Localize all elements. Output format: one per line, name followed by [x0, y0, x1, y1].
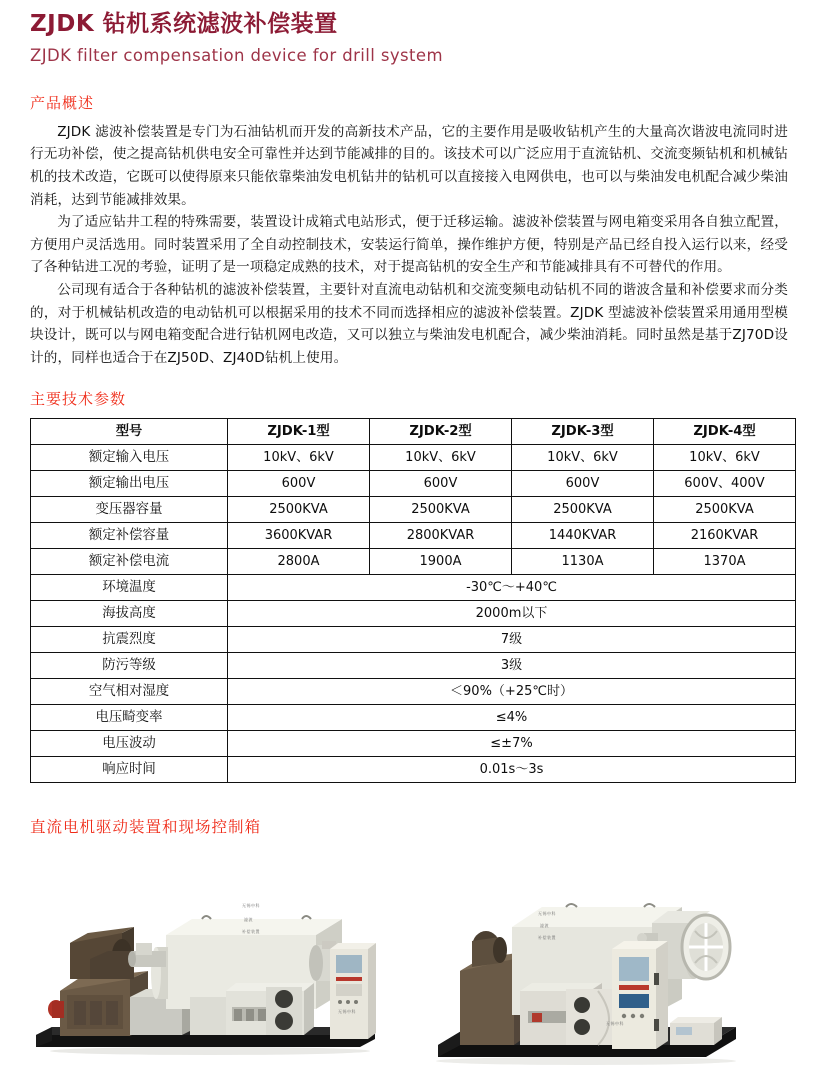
- overview-paragraphs: [30, 121, 788, 370]
- table-cell: 3600KVAR: [228, 523, 370, 549]
- table-cell: 600V: [370, 471, 512, 497]
- section-heading-photos: 直流电机驱动装置和现场控制箱: [30, 818, 262, 837]
- overview-paragraph-3: 公司现有适合于各种钻机的滤波补偿装置，主要针对直流电动钻机和交流变频电动钻机不同的谐波含量和补偿要求而分类的，对于机械钻机改造的电动钻机可以根据采用的技术不同而选择相应的滤波补偿装置。ZJDK 型滤波补偿装置采用通用型模块设计，既可以与网电箱变配合进行钻机网电改造，又可以独立与柴油发电机配合，减少柴油消耗。同时虽然是基于ZJ70D设计的，同样也适合于在ZJ50D、ZJ40D钻机上使用。: [30, 282, 788, 366]
- table-cell: 2500KVA: [654, 497, 796, 523]
- page-title: ZJDK 钻机系统滤波补偿装置: [30, 11, 338, 37]
- photo-mark-line3: 补偿装置: [538, 935, 556, 941]
- table-cell: 600V: [512, 471, 654, 497]
- table-cell: 2160KVAR: [654, 523, 796, 549]
- table-cell: 10kV、6kV: [654, 445, 796, 471]
- photo-gallery: [30, 851, 788, 1083]
- table-cell: 1370A: [654, 549, 796, 575]
- table-header-cell-zjdk4: ZJDK-4型: [654, 419, 796, 445]
- table-header-cell-zjdk3: ZJDK-3型: [512, 419, 654, 445]
- table-row-label: 空气相对湿度: [31, 679, 228, 705]
- table-cell-merged: 2000m以下: [228, 601, 796, 627]
- table-row-label: 电压波动: [31, 731, 228, 757]
- table-header-cell-zjdk2: ZJDK-2型: [370, 419, 512, 445]
- table-cell-merged: -30℃～+40℃: [228, 575, 796, 601]
- table-row: [31, 497, 796, 523]
- table-cell: 600V、400V: [654, 471, 796, 497]
- specifications-table: [30, 418, 796, 783]
- photo-mark-line2: 滤波: [540, 923, 549, 929]
- photo-mark-brand: 无锡中科: [538, 911, 556, 917]
- page-subtitle: ZJDK filter compensation device for drill system: [30, 45, 443, 65]
- table-row-label: 电压畸变率: [31, 705, 228, 731]
- table-cell: 10kV、6kV: [370, 445, 512, 471]
- table-header: [31, 419, 796, 445]
- table-header-cell-zjdk1: ZJDK-1型: [228, 419, 370, 445]
- table-cell: 2500KVA: [228, 497, 370, 523]
- table-row-label: 额定补偿容量: [31, 523, 228, 549]
- table-row: [31, 731, 796, 757]
- table-row: [31, 757, 796, 783]
- table-row: [31, 523, 796, 549]
- table-cell: 1900A: [370, 549, 512, 575]
- table-body: [31, 445, 796, 783]
- overview-paragraph-1: ZJDK 滤波补偿装置是专门为石油钻机而开发的高新技术产品，它的主要作用是吸收钻机产生的大量高次谐波电流同时进行无功补偿，使之提高钻机供电安全可靠性并达到节能减排的目的。该技术可以广泛应用于直流钻机、交流变频钻机和机械钻机的技术改造，它既可以使得原来只能依靠柴油发电机钻井的钻机可以直接接入电网供电，也可以与柴油发电机配合减少柴油消耗，达到节能减排效果。: [30, 123, 788, 208]
- table-cell-merged: 7级: [228, 627, 796, 653]
- table-row-label: 额定输入电压: [31, 445, 228, 471]
- table-row-label: 环境温度: [31, 575, 228, 601]
- table-cell-merged: ≤±7%: [228, 731, 796, 757]
- table-cell: 1130A: [512, 549, 654, 575]
- table-row: [31, 627, 796, 653]
- table-row-label: 变压器容量: [31, 497, 228, 523]
- table-header-row: [31, 419, 796, 445]
- table-cell-merged: ＜90%（+25℃时）: [228, 679, 796, 705]
- table-cell: 10kV、6kV: [228, 445, 370, 471]
- table-row: [31, 679, 796, 705]
- table-header-cell-model: 型号: [31, 419, 228, 445]
- section-heading-overview: 产品概述: [30, 93, 95, 112]
- table-row: [31, 601, 796, 627]
- table-row-label: 抗震烈度: [31, 627, 228, 653]
- table-cell-merged: ≤4%: [228, 705, 796, 731]
- table-cell: 2800KVAR: [370, 523, 512, 549]
- table-cell: 1440KVAR: [512, 523, 654, 549]
- table-row: [31, 471, 796, 497]
- table-cell-merged: 0.01s～3s: [228, 757, 796, 783]
- overview-paragraph-2: 为了适应钻井工程的特殊需要，装置设计成箱式电站形式，便于迁移运输。滤波补偿装置与网电箱变采用各自独立配置，方便用户灵活选用。同时装置采用了全自动控制技术，安装运行简单，操作维护方便，特别是产品已经自投入运行以来，经受了各种钻进工况的考验，证明了是一项稳定成熟的技术，对于提高钻机的安全生产和节能减排具有不可替代的作用。: [30, 214, 788, 276]
- table-row: [31, 653, 796, 679]
- table-row-label: 额定补偿电流: [31, 549, 228, 575]
- field-control-box-photo: [416, 851, 788, 1083]
- table-row-label: 额定输出电压: [31, 471, 228, 497]
- table-cell: 2500KVA: [370, 497, 512, 523]
- photo-mark-cabinet-brand: 无锡中科: [606, 1021, 624, 1027]
- table-cell: 10kV、6kV: [512, 445, 654, 471]
- table-row-label: 防污等级: [31, 653, 228, 679]
- section-heading-parameters: 主要技术参数: [30, 390, 127, 409]
- dc-motor-drive-unit-photo: [30, 851, 402, 1083]
- table-cell: 600V: [228, 471, 370, 497]
- table-row: [31, 575, 796, 601]
- table-row: [31, 549, 796, 575]
- table-row-label: 海拔高度: [31, 601, 228, 627]
- table-cell: 2800A: [228, 549, 370, 575]
- table-row: [31, 705, 796, 731]
- photo-mark-line3: 补偿装置: [242, 929, 260, 935]
- photo-mark-brand: 无锡中科: [242, 903, 260, 909]
- table-cell-merged: 3级: [228, 653, 796, 679]
- table-row-label: 响应时间: [31, 757, 228, 783]
- photo-mark-line2: 滤波: [244, 917, 253, 923]
- photo-mark-cabinet-brand: 无锡中科: [338, 1009, 356, 1015]
- table-cell: 2500KVA: [512, 497, 654, 523]
- table-row: [31, 445, 796, 471]
